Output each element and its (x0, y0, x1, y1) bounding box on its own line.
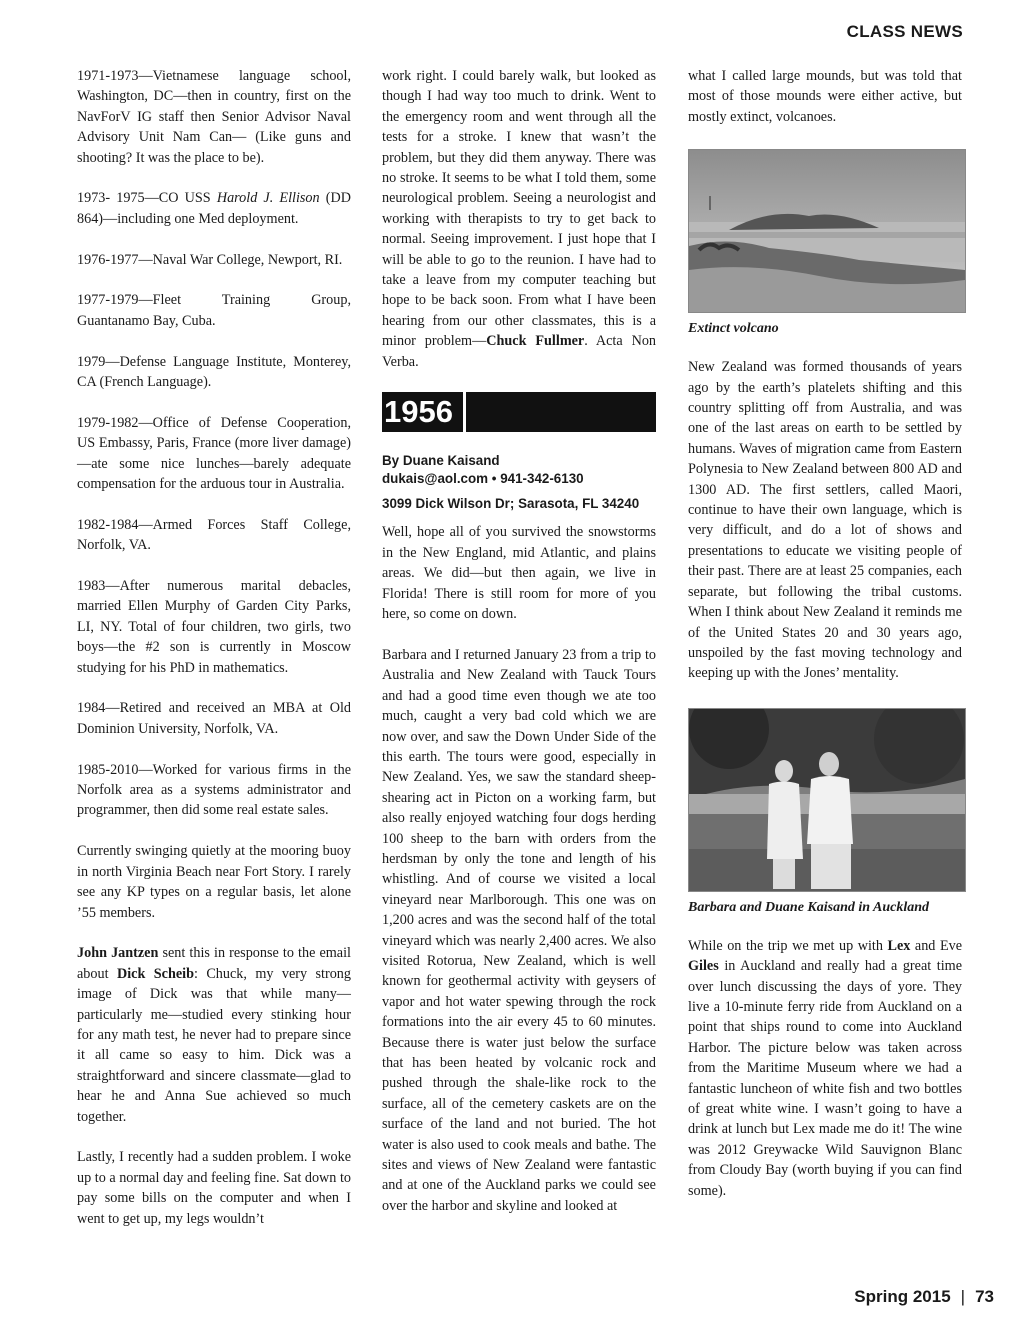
paragraph: 1977-1979—Fleet Training Group, Guantanamo Bay, Cuba. (77, 292, 351, 329)
byline-author: By Duane Kaisand (382, 453, 500, 469)
paragraph: While on the trip we met up with Lex and Eve Giles in Auckland and really had a great time over lunch discussing the days of yore. They live a 10-minute ferry ride from Auckland on a point that ships round to come into Auckland Harbor. The picture below was taken across from the Maritime Museum where we had a fantastic luncheon of white fish and two bottles of great white wine. I wasn’t going to have a drink at lunch but Lex made me do it! The wine was 2012 Greywacke Wild Sauvignon Blanc from Cloudy Bay (worth buying if you can find some). (688, 937, 962, 1199)
classmate-name: Chuck Fullmer (486, 333, 585, 350)
class-year: 1956 (382, 392, 463, 432)
paragraph: 1979-1982—Office of Defense Cooperation, US Embassy, Paris, France (more liver damage)—ate some nice lunches—barely adequate compensation for the arduous tour in Australia. (77, 414, 351, 493)
paragraph: 1971-1973—Vietnamese language school, Washington, DC—then in country, first on the NavForV IG staff then Senior Advisor Naval Advisory Unit Nam Can— (Like guns and shooting? It was the place to be). (77, 68, 351, 166)
class-year-banner (382, 392, 656, 432)
paragraph: 1982-1984—Armed Forces Staff College, Norfolk, VA. (77, 516, 351, 554)
paragraph: 1985-2010—Worked for various firms in the Norfolk area as a systems administrator and programmer, then did some real estate sales. (77, 761, 351, 819)
paragraph: 1984—Retired and received an MBA at Old Dominion University, Norfolk, VA. (77, 700, 351, 737)
paragraph: John Jantzen sent this in response to the email about Dick Scheib: Chuck, my very strong image of Dick was that while many—particularly me—studied every stinking hour for any math test, he never had to prepare since it all came so easy to him. Dick was a straightforward and sincere classmate—glad to hear he and Anna Sue achieved so much together. (77, 945, 351, 1125)
paragraph: 1979—Defense Language Institute, Monterey, CA (French Language). (77, 353, 351, 391)
volcano-photo (688, 149, 966, 313)
column-1 (77, 66, 351, 1249)
byline-contact: dukais@aol.com • 941-342-6130 (382, 470, 584, 486)
classmate-name: Giles (688, 958, 719, 975)
couple-photo (688, 708, 966, 892)
issue-label: Spring 2015 (854, 1287, 951, 1306)
photo-caption: Extinct volcano (688, 321, 779, 337)
column-2 (382, 66, 656, 1237)
classmate-name: Lex (887, 937, 911, 954)
paragraph: 1973- 1975—CO USS Harold J. Ellison (DD 864)—including one Med deployment. (77, 190, 351, 227)
column-3 (688, 66, 962, 1221)
paragraph: what I called large mounds, but was told that most of those mounds were either active, but mostly extinct, volcanoes. (688, 68, 962, 125)
paragraph: Currently swinging quietly at the mooring buoy in north Virginia Beach near Fort Story. I rarely see any KP types on a regular basis, let alone ’55 members. (77, 843, 351, 921)
paragraph: Barbara and I returned January 23 from a trip to Australia and New Zealand with Tauck Tours and had a good time even though we ate too much, caught a very bad cold which we are now over, and saw the Down Under Side of the this earth. The tours were good, especially in New Zealand. Yes, we saw the standard sheep-shearing act in Picton on a working farm, but also really enjoyed watching four dogs herding 100 sheep to the barn with orders from the herdsman by only the tone and length of his whistling. And of course we visited a local vineyard near Marlborough. This one was on 1,200 acres and was the second half of the total vineyard which was nearly 2,400 acres. We also visited Rotorua, New Zealand, which is well known for geothermal activity with geysers of vapor and hot water spewing through the rock formations into the air every 45 to 60 minutes. Because there is water just below the surface that has been heated by volcanic rock and pushed through the shale-like rock to the surface, all of the cemetery caskets are on the surface of the land and not buried. The hot water is also used to cook meals and bathe. The sites and views of New Zealand were fantastic and at one of the Auckland parks we could see over the harbor and skyline and looked at (382, 646, 656, 1214)
paragraph: Well, hope all of you survived the snowstorms in the New England, mid Atlantic, and plains areas. We did—but then again, we live in Florida! There is still room for more of you here, so come on down. (382, 524, 656, 623)
paragraph: work right. I could barely walk, but looked as though I had way too much to drink. Went to the emergency room and went through all the tests for a stroke. I knew that wasn’t the problem, but they did them anyway. There was no stroke. It seems to be what I told them, some neurological problem. Seeing a neurologist and working with therapists to try to get back to normal. Seeing improvement. I just hope that I will be able to go to the reunion. I have had to take a leave from my computer teaching but hope to be back soon. From what I have been hearing from our other classmates, this is a minor problem—Chuck Fullmer. Acta Non Verba. (382, 68, 657, 370)
photo-caption: Barbara and Duane Kaisand in Auckland (688, 899, 930, 915)
paragraph: 1976-1977—Naval War College, Newport, RI. (77, 251, 343, 268)
paragraph: New Zealand was formed thousands of years ago by the earth’s platelets shifting and this country splitting off from Australia, and was one of the last areas on earth to be settled by humans. Waves of migration came from Eastern Polynesia to New Zealand between 800 AD and 1300 AD. The first settlers, called Maori, continue to have their own language, which is very difficult, and do a lot of shows and presentations to educate we visiting people of their past. There are at least 25 companies, each separate, but following the tribal customs. When I think about New Zealand it reminds me of the United States 20 and 30 years ago, unspoiled by the fast moving technology and keeping up with the Jones’ mentality. (688, 359, 962, 682)
section-title: CLASS NEWS (846, 22, 963, 41)
classmate-name: Dick Scheib (116, 965, 194, 982)
byline-address: 3099 Dick Wilson Dr; Sarasota, FL 34240 (382, 496, 640, 512)
page-number: 73 (975, 1287, 994, 1306)
paragraph: Lastly, I recently had a sudden problem. I woke up to a normal day and feeling fine. Sat down to pay some bills on the computer and when I went to get up, my legs wouldn’t (77, 1149, 351, 1227)
classmate-name: John Jantzen (77, 945, 159, 962)
paragraph: 1983—After numerous marital debacles, married Ellen Murphy of Garden City Parks, LI, NY. Total of four children, two girls, two boys—the #2 son is currently in Moscow studying for his PhD in mathematics. (77, 578, 351, 676)
page-footer (854, 1287, 994, 1307)
byline (382, 452, 656, 487)
footer-separator: | (960, 1287, 966, 1306)
